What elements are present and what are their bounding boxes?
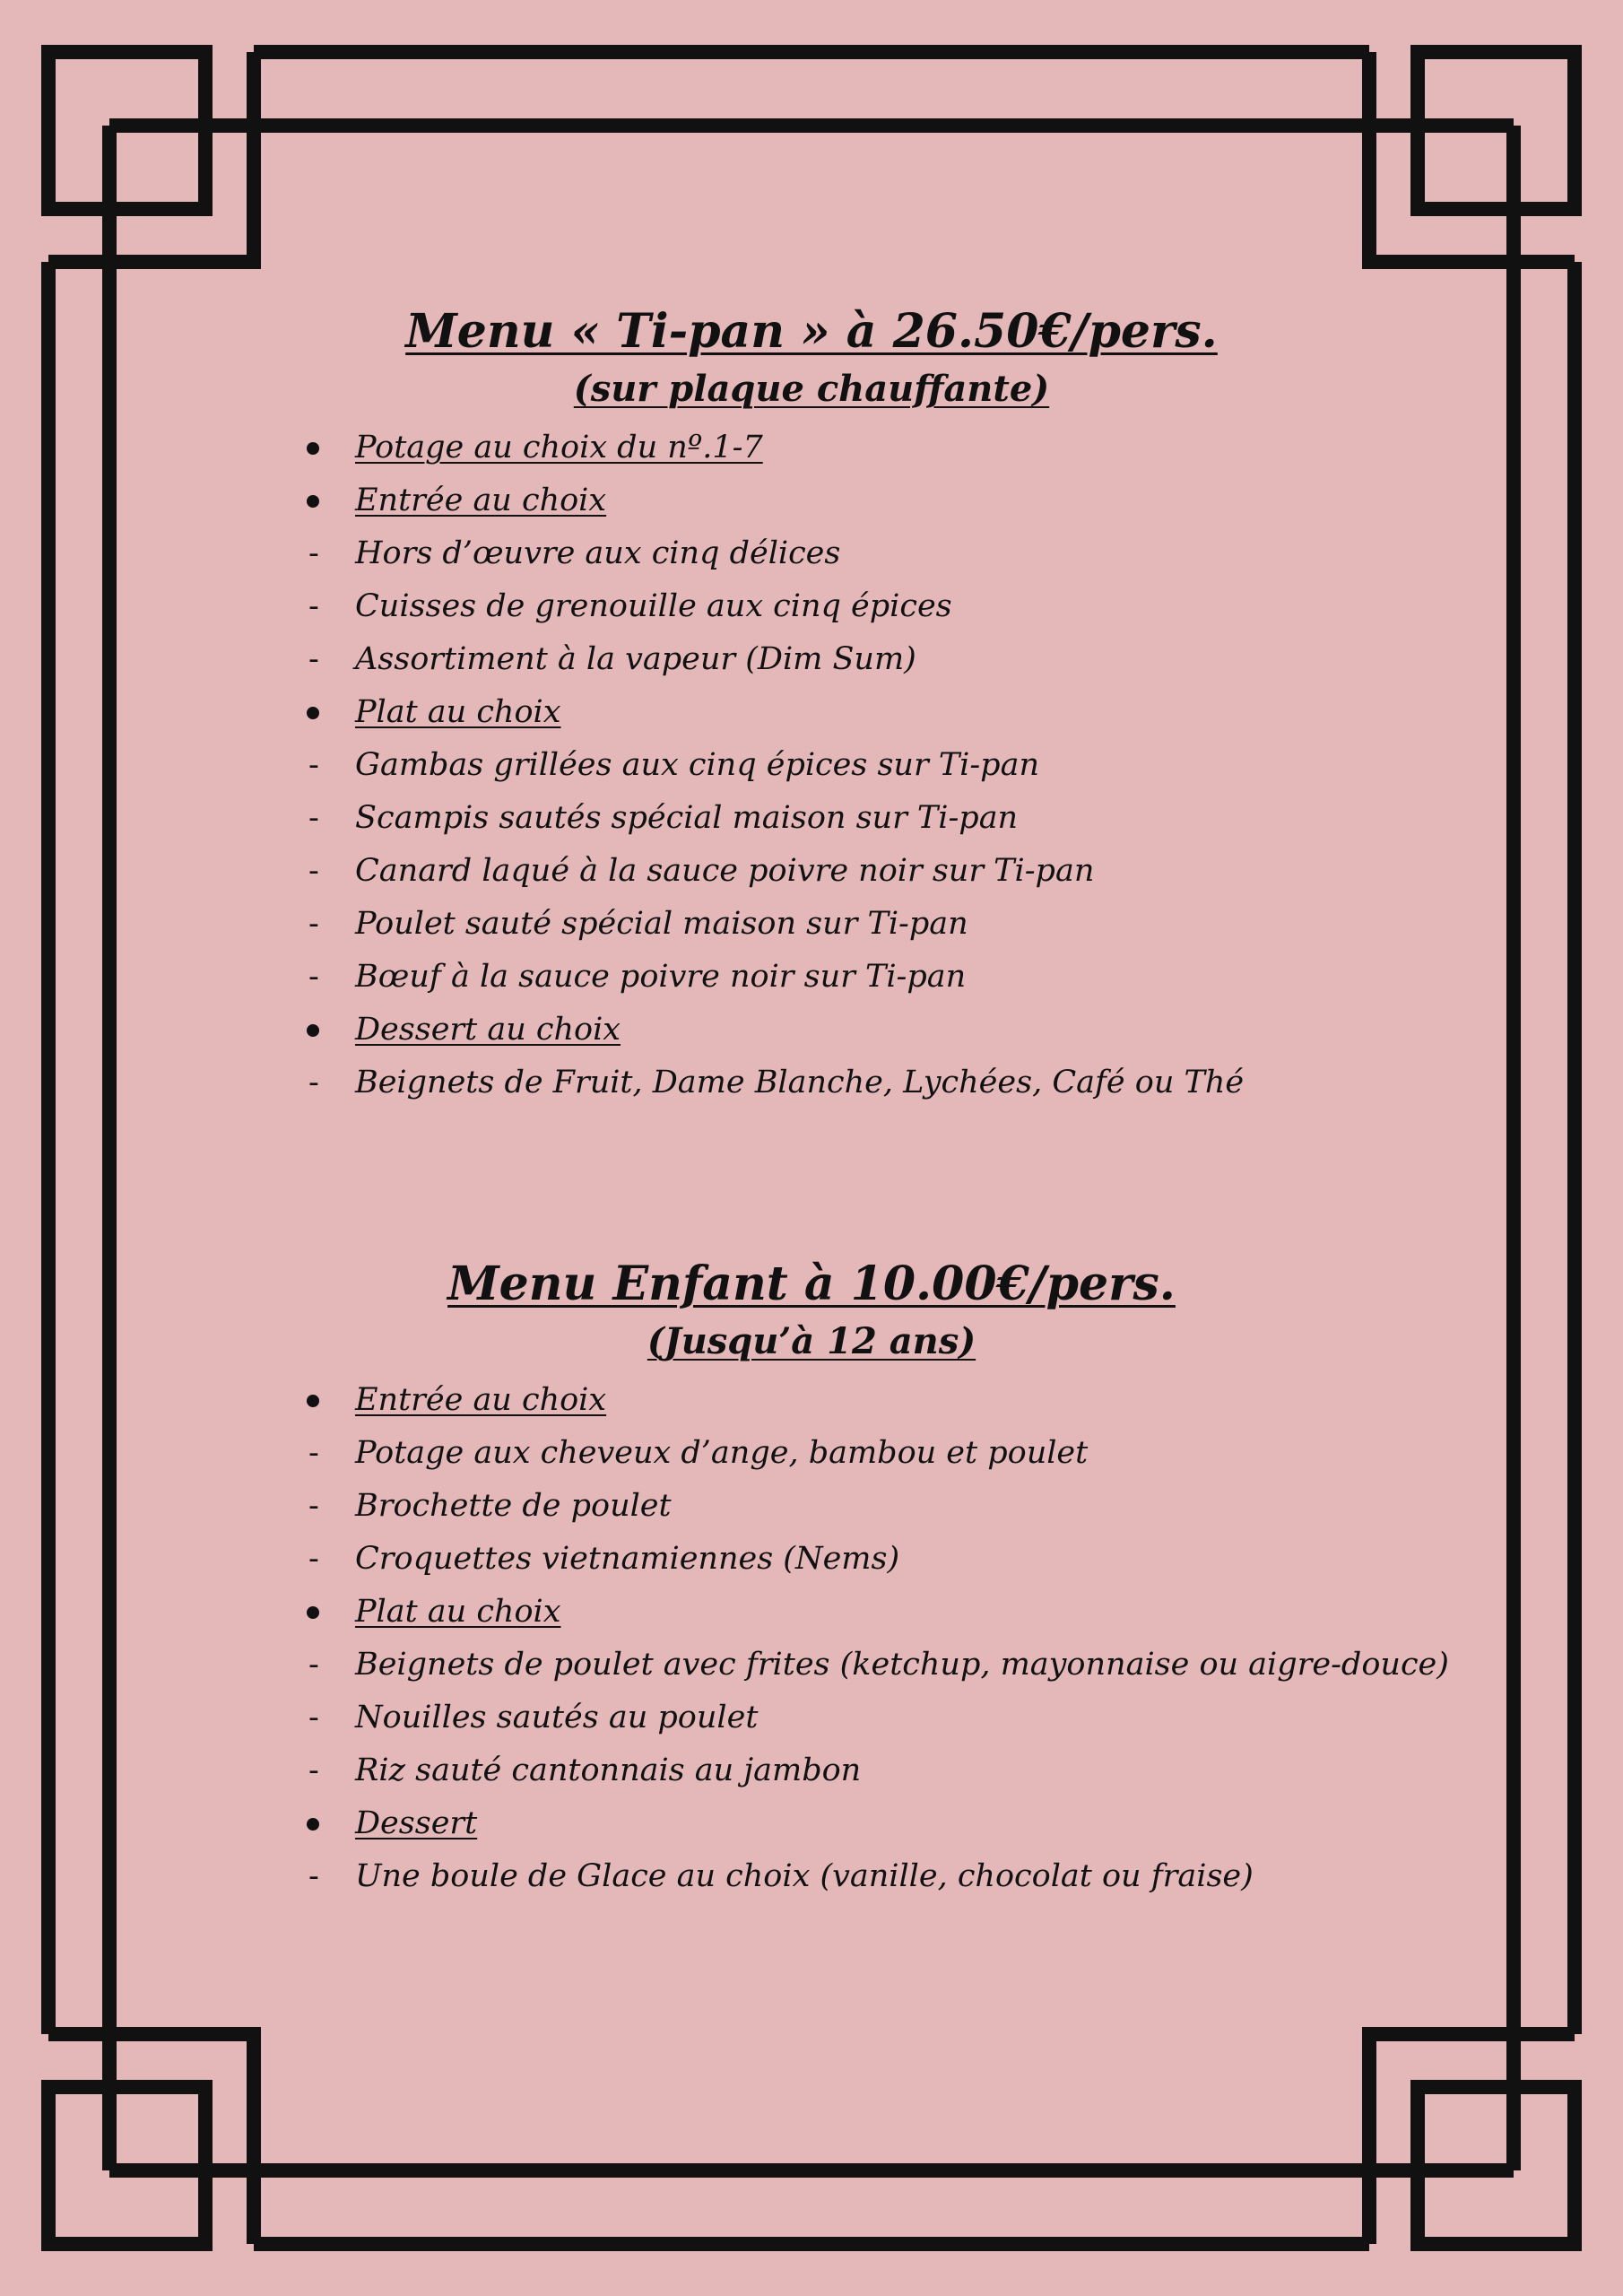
- dish-item: Beignets de poulet avec frites (ketchup, mayonnaise ou aigre-douce): [355, 1647, 1449, 1683]
- section-heading: Plat au choix: [355, 1594, 561, 1630]
- section-heading: Dessert au choix: [355, 1012, 621, 1048]
- dish-item: Potage aux cheveux d’ange, bambou et poulet: [355, 1435, 1089, 1471]
- section-heading: Plat au choix: [355, 694, 561, 730]
- dish-item: Assortiment à la vapeur (Dim Sum): [355, 641, 916, 677]
- menu-subtitle: (sur plaque chauffante): [573, 368, 1050, 410]
- menu-title: Menu « Ti-pan » à 26.50€/pers.: [405, 304, 1218, 359]
- menu-items-list: [296, 422, 1372, 1109]
- section-heading: Entrée au choix: [355, 1382, 607, 1418]
- dish-item: Beignets de Fruit, Dame Blanche, Lychées, Café ou Thé: [355, 1065, 1245, 1100]
- dish-item: Brochette de poulet: [355, 1488, 672, 1524]
- menu-subtitle: (Jusqu’à 12 ans): [647, 1320, 976, 1362]
- dish-item: Gambas grillées aux cinq épices sur Ti-pan: [355, 747, 1039, 783]
- menu-items-list: [296, 1374, 1449, 1903]
- menu-ti-pan: [0, 301, 1623, 1109]
- dish-item: Une boule de Glace au choix (vanille, chocolat ou fraise): [355, 1858, 1254, 1894]
- dish-item: Riz sauté cantonnais au jambon: [355, 1752, 862, 1788]
- menu-title: Menu Enfant à 10.00€/pers.: [447, 1257, 1176, 1311]
- section-heading: Entrée au choix: [355, 483, 607, 518]
- section-heading: Dessert: [355, 1805, 478, 1841]
- dish-item: Hors d’œuvre aux cinq délices: [355, 535, 841, 571]
- dish-item: Nouilles sautés au poulet: [355, 1700, 759, 1735]
- menu-enfant: [0, 1254, 1623, 1903]
- section-heading: Potage au choix du nº.1-7: [355, 430, 763, 465]
- dish-item: Scampis sautés spécial maison sur Ti-pan: [355, 800, 1019, 836]
- dish-item: Croquettes vietnamiennes (Nems): [355, 1541, 900, 1577]
- dish-item: Canard laqué à la sauce poivre noir sur Ti-pan: [355, 853, 1095, 889]
- dish-item: Bœuf à la sauce poivre noir sur Ti-pan: [355, 959, 967, 995]
- dish-item: Poulet sauté spécial maison sur Ti-pan: [355, 906, 968, 942]
- dish-item: Cuisses de grenouille aux cinq épices: [355, 588, 952, 624]
